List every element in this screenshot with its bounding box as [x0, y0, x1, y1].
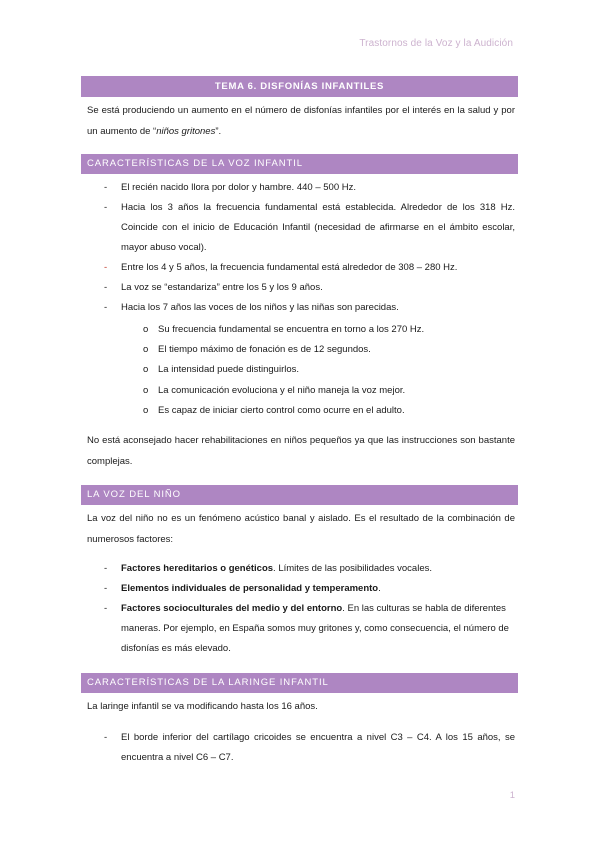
voz-infantil-sublist: [87, 320, 515, 421]
voz-nino-list: [87, 559, 515, 659]
closing-paragraph: No está aconsejado hacer rehabilitaciones en niños pequeños ya que las instrucciones son bastante complejas.: [87, 435, 515, 467]
bullet-marker: o: [143, 404, 149, 416]
list-item: - Factores socioculturales del medio y del entorno. En las culturas se habla de diferentes maneras. Por ejemplo, en España somos muy gritones y, como consecuencia, el número de disfonías es más elevado.: [87, 599, 515, 659]
voz-infantil-list: [87, 178, 515, 318]
list-item: - La voz se “estandariza” entre los 5 y los 9 años.: [87, 278, 515, 298]
dash-marker: -: [104, 302, 108, 313]
bullet-marker: o: [143, 344, 149, 356]
dash-marker: -: [104, 202, 108, 213]
dash-marker: -: [104, 282, 108, 293]
intro-emphasis: niños gritones: [156, 125, 216, 137]
list-item: - Entre los 4 y 5 años, la frecuencia fundamental está alrededor de 308 – 280 Hz.: [87, 258, 515, 278]
section-heading-voz-nino: LA VOZ DEL NIÑO: [81, 485, 518, 505]
sub-list-item: o La intensidad puede distinguirlos.: [87, 360, 515, 380]
list-item: - Factores hereditarios o genéticos. Límites de las posibilidades vocales.: [87, 559, 515, 579]
page-number: 1: [509, 790, 515, 801]
sub-list-item: o Su frecuencia fundamental se encuentra en torno a los 270 Hz.: [87, 320, 515, 340]
intro-text: Se está produciendo un aumento en el número de disfonías infantiles por el interés en la salud y por un aumento de “: [87, 105, 515, 137]
sub-list-item: o Es capaz de iniciar cierto control como ocurre en el adulto.: [87, 401, 515, 421]
list-item: - Elementos individuales de personalidad y temperamento.: [87, 579, 515, 599]
dash-marker: -: [104, 262, 108, 273]
sub-list-item: o La comunicación evoluciona y el niño maneja la voz mejor.: [87, 381, 515, 401]
laringe-list: [87, 728, 515, 768]
intro-paragraph: [87, 101, 515, 142]
laringe-paragraph: La laringe infantil se va modificando hasta los 16 años.: [87, 701, 318, 712]
dash-marker: -: [104, 563, 108, 574]
section-heading-voz-infantil: CARACTERÍSTICAS DE LA VOZ INFANTIL: [81, 154, 518, 174]
list-item: - El borde inferior del cartílago cricoides se encuentra a nivel C3 – C4. A los 15 años, se encuentra a nivel C6 – C7.: [87, 728, 515, 768]
dash-marker: -: [104, 583, 108, 594]
bullet-marker: o: [143, 324, 149, 335]
chapter-title: TEMA 6. DISFONÍAS INFANTILES: [81, 76, 518, 97]
list-item: - Hacia los 3 años la frecuencia fundamental está establecida. Alrededor de los 318 Hz. Coincide con el inicio de Educación Infantil (necesidad de afirmarse en el ámbito escolar, mayor abuso vocal).: [87, 198, 515, 258]
list-item: - El recién nacido llora por dolor y hambre. 440 – 500 Hz.: [87, 178, 515, 198]
intro-text-end: ”.: [215, 125, 222, 137]
bullet-marker: o: [143, 364, 149, 376]
section-heading-laringe-infantil: CARACTERÍSTICAS DE LA LARINGE INFANTIL: [81, 673, 518, 693]
running-header: Trastornos de la Voz y la Audición: [359, 38, 513, 49]
list-item: - Hacia los 7 años las voces de los niños y las niñas son parecidas.: [87, 298, 515, 318]
voz-nino-paragraph: La voz del niño no es un fenómeno acústico banal y aislado. Es el resultado de la combinación de numerosos factores:: [87, 513, 515, 545]
bullet-marker: o: [143, 384, 149, 396]
dash-marker: -: [104, 732, 108, 743]
dash-marker: -: [104, 182, 108, 193]
sub-list-item: o El tiempo máximo de fonación es de 12 segundos.: [87, 340, 515, 360]
dash-marker: -: [104, 603, 108, 614]
